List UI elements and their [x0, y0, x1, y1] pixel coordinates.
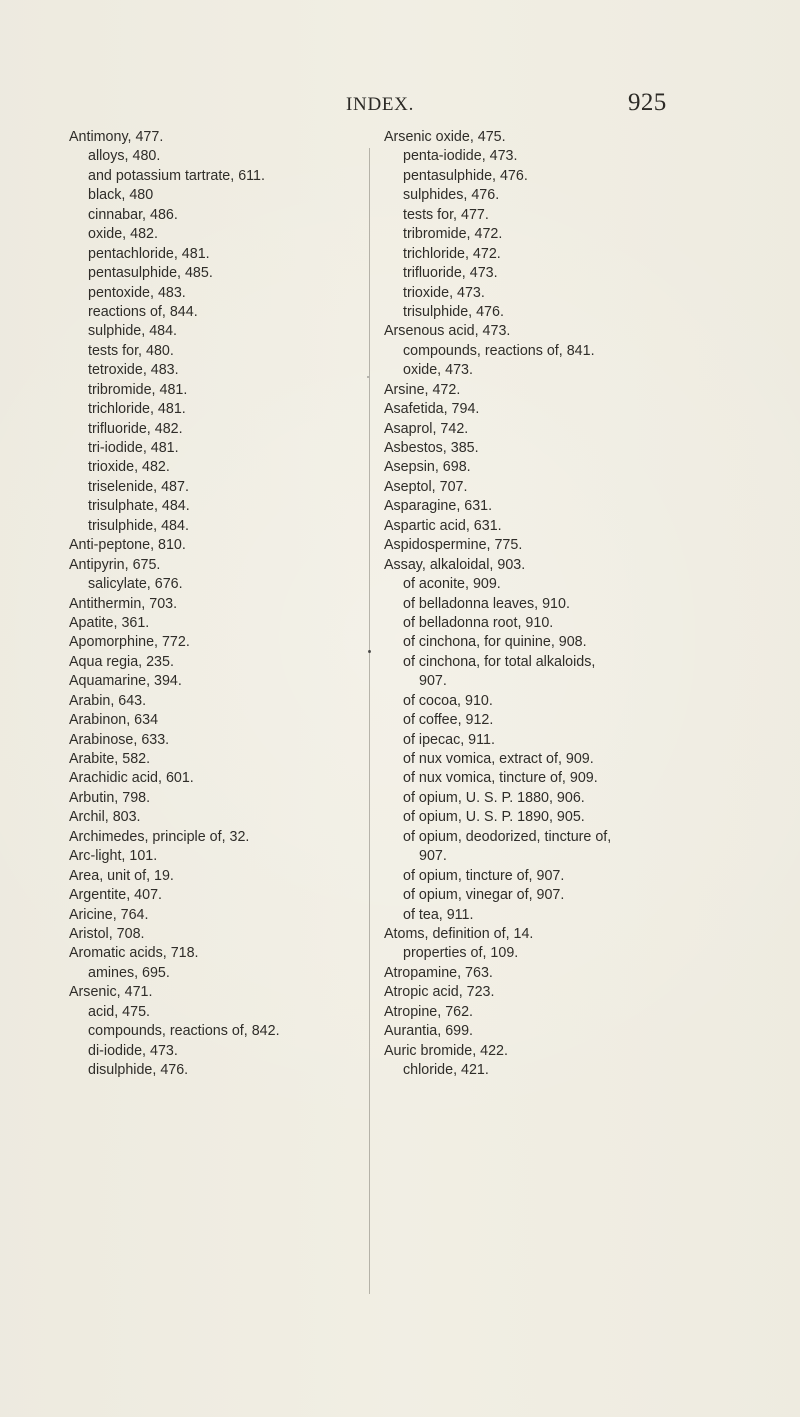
index-subentry: tetroxide, 483. — [88, 362, 179, 379]
index-subentry: trioxide, 482. — [88, 459, 170, 476]
index-subentry: tests for, 480. — [88, 342, 174, 359]
index-subentry: trisulphide, 484. — [88, 517, 189, 534]
index-entry: Asepsin, 698. — [384, 459, 471, 476]
index-subentry: of ipecac, 911. — [403, 731, 495, 748]
index-entry: Arc-light, 101. — [69, 848, 158, 865]
index-entry: Aqua regia, 235. — [69, 653, 174, 670]
index-subentry: di-iodide, 473. — [88, 1042, 178, 1059]
index-entry: Argentite, 407. — [69, 887, 162, 904]
index-entry: Auric bromide, 422. — [384, 1042, 508, 1059]
index-entry: Atoms, definition of, 14. — [384, 925, 534, 942]
index-entry: Antimony, 477. — [69, 129, 164, 145]
index-entry: Apomorphine, 772. — [69, 634, 190, 651]
index-subentry: pentoxide, 483. — [88, 284, 186, 301]
index-entry: Anti-peptone, 810. — [69, 537, 186, 554]
index-entry: Atropic acid, 723. — [384, 984, 495, 1001]
index-entry: Aspartic acid, 631. — [384, 517, 502, 534]
index-subentry: tri-iodide, 481. — [88, 440, 179, 456]
index-subentry: of belladonna root, 910. — [403, 614, 554, 631]
index-subentry: of tea, 911. — [403, 906, 474, 923]
index-entry: Atropine, 762. — [384, 1003, 474, 1020]
index-subentry: trisulphide, 476. — [403, 303, 504, 320]
index-subentry: of opium, U. S. P. 1890, 905. — [403, 809, 585, 826]
index-entry: Asparagine, 631. — [384, 498, 493, 515]
index-entry: Arsenic, 471. — [69, 984, 153, 1001]
index-entry: Aquamarine, 394. — [69, 673, 182, 690]
index-entry: Arabinon, 634 — [69, 712, 159, 729]
index-subentry: of opium, vinegar of, 907. — [403, 887, 565, 904]
index-subentry: of nux vomica, extract of, 909. — [403, 751, 594, 767]
index-subentry: trifluoride, 473. — [403, 265, 498, 282]
index-entry: Atropamine, 763. — [384, 964, 493, 981]
index-subentry: compounds, reactions of, 842. — [88, 1023, 280, 1040]
index-entry: Asaprol, 742. — [384, 420, 469, 437]
index-subentry: trifluoride, 482. — [88, 420, 183, 437]
index-entry: Arbutin, 798. — [69, 789, 151, 806]
index-subentry: of cocoa, 910. — [403, 692, 493, 709]
index-subentry: oxide, 482. — [88, 226, 158, 243]
index-subentry: of opium, U. S. P. 1880, 906. — [403, 789, 585, 806]
index-subentry: 907. — [419, 673, 447, 690]
index-subentry: of coffee, 912. — [403, 712, 494, 729]
index-subentry: tribromide, 481. — [88, 381, 188, 398]
index-subentry: cinnabar, 486. — [88, 206, 178, 223]
index-entry: Arsenic oxide, 475. — [384, 129, 506, 145]
index-entry: Aurantia, 699. — [384, 1023, 474, 1040]
right-index-column — [384, 128, 702, 1080]
index-subentry: penta-iodide, 473. — [403, 148, 518, 165]
left-index-column — [69, 128, 337, 1080]
index-subentry: reactions of, 844. — [88, 303, 198, 320]
index-subentry: salicylate, 676. — [88, 576, 183, 593]
index-subentry: pentasulphide, 476. — [403, 167, 528, 184]
index-subentry: 907. — [419, 848, 447, 865]
index-entry: Archil, 803. — [69, 809, 141, 826]
column-divider — [369, 148, 370, 1294]
index-subentry: and potassium tartrate, 611. — [88, 167, 265, 184]
index-entry: Aseptol, 707. — [384, 478, 468, 495]
index-entry: Aristol, 708. — [69, 925, 145, 942]
index-entry: Assay, alkaloidal, 903. — [384, 556, 526, 573]
index-subentry: properties of, 109. — [403, 945, 519, 962]
index-subentry: sulphides, 476. — [403, 187, 500, 204]
index-subentry: tribromide, 472. — [403, 226, 503, 243]
index-subentry: of cinchona, for total alkaloids, — [403, 653, 596, 670]
index-subentry: of opium, tincture of, 907. — [403, 867, 565, 884]
index-subentry: tests for, 477. — [403, 206, 489, 223]
page-number: 925 — [628, 89, 667, 116]
index-subentry: pentachloride, 481. — [88, 245, 210, 262]
index-subentry: of belladonna leaves, 910. — [403, 595, 570, 612]
index-entry: Arsenous acid, 473. — [384, 323, 511, 340]
index-entry: Arachidic acid, 601. — [69, 770, 194, 787]
index-entry: Aricine, 764. — [69, 906, 149, 923]
index-entry: Area, unit of, 19. — [69, 867, 174, 884]
index-subentry: alloys, 480. — [88, 148, 161, 165]
page-header-title: INDEX. — [346, 94, 415, 115]
index-subentry: trichloride, 472. — [403, 245, 501, 262]
index-subentry: trisulphate, 484. — [88, 498, 190, 515]
index-entry: Arabite, 582. — [69, 751, 151, 767]
index-subentry: compounds, reactions of, 841. — [403, 342, 595, 359]
index-subentry: of opium, deodorized, tincture of, — [403, 828, 612, 845]
index-subentry: trichloride, 481. — [88, 401, 186, 418]
index-subentry: oxide, 473. — [403, 362, 473, 379]
index-entry: Aspidospermine, 775. — [384, 537, 523, 554]
index-entry: Archimedes, principle of, 32. — [69, 828, 250, 845]
index-entry: Arabin, 643. — [69, 692, 147, 709]
index-entry: Antithermin, 703. — [69, 595, 178, 612]
ink-speck — [368, 650, 371, 653]
index-subentry: acid, 475. — [88, 1003, 150, 1020]
index-subentry: chloride, 421. — [403, 1062, 489, 1078]
ink-speck — [367, 376, 369, 378]
index-entry: Apatite, 361. — [69, 614, 150, 631]
index-entry: Arsine, 472. — [384, 381, 461, 398]
index-subentry: disulphide, 476. — [88, 1062, 189, 1078]
index-subentry: trioxide, 473. — [403, 284, 485, 301]
index-subentry: of aconite, 909. — [403, 576, 501, 593]
index-subentry: pentasulphide, 485. — [88, 265, 213, 282]
index-entry: Asbestos, 385. — [384, 440, 479, 456]
index-entry: Arabinose, 633. — [69, 731, 170, 748]
index-entry: Asafetida, 794. — [384, 401, 480, 418]
index-subentry: of nux vomica, tincture of, 909. — [403, 770, 598, 787]
index-subentry: sulphide, 484. — [88, 323, 178, 340]
index-entry: Aromatic acids, 718. — [69, 945, 199, 962]
index-subentry: amines, 695. — [88, 964, 170, 981]
index-subentry: of cinchona, for quinine, 908. — [403, 634, 587, 651]
index-entry: Antipyrin, 675. — [69, 556, 161, 573]
index-subentry: triselenide, 487. — [88, 478, 189, 495]
index-subentry: black, 480 — [88, 187, 154, 204]
